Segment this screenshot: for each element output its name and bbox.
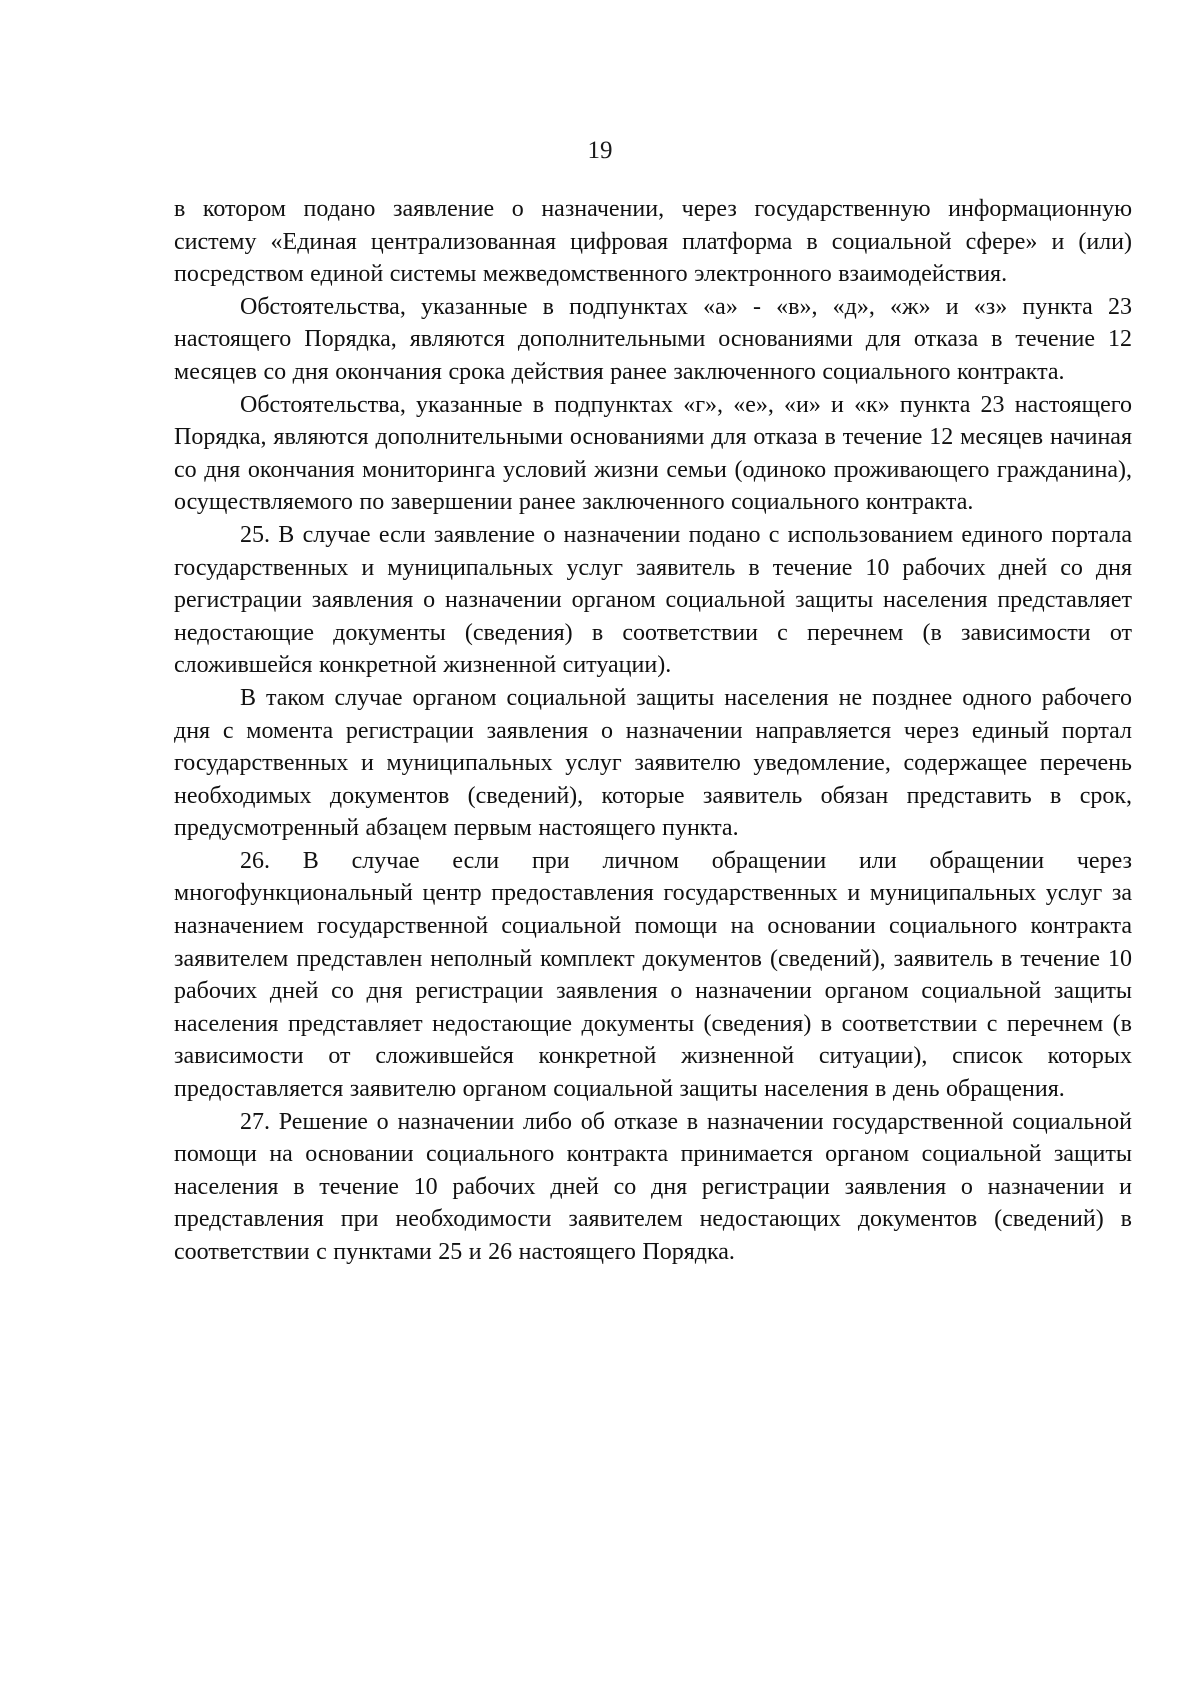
page-number: 19	[587, 137, 613, 164]
paragraph-item-25-notification: В таком случае органом социальной защиты населения не позднее одного рабочего дня с момента регистрации заявления о назначении направляется через единый портал государственных и муниципальных услуг заявителю уведомление, содержащее перечень необходимых документов (сведений), которые заявитель обязан представить в срок, предусмотренный абзацем первым настоящего пункта.	[174, 684, 1132, 842]
paragraph-item-27: 27. Решение о назначении либо об отказе в назначении государственной социальной помощи на основании социального контракта принимается органом социальной защиты населения в течение 10 рабочих дней со дня регистрации заявления о назначении и представления при необходимости заявителем недостающих документов (сведений) в соответствии с пунктами 25 и 26 настоящего Порядка.	[174, 1108, 1132, 1265]
paragraph-circumstances-abvdzhz: Обстоятельства, указанные в подпунктах «а» - «в», «д», «ж» и «з» пункта 23 настоящего Порядка, являются дополнительными основаниями для отказа в течение 12 месяцев со дня окончания срока действия ранее заключенного социального контракта.	[174, 293, 1132, 385]
paragraph-continuation: в котором подано заявление о назначении, через государственную информационную систему «Единая централизованная цифровая платформа в социальной сфере» и (или) посредством единой системы межведомственного электронного взаимодействия.	[174, 196, 1132, 288]
paragraph-circumstances-geik: Обстоятельства, указанные в подпунктах «г», «е», «и» и «к» пункта 23 настоящего Порядка, являются дополнительными основаниями для отказа в течение 12 месяцев начиная со дня окончания мониторинга условий жизни семьи (одиноко проживающего гражданина), осуществляемого по завершении ранее заключенного социального контракта.	[174, 391, 1132, 516]
paragraph-item-25: 25. В случае если заявление о назначении подано с использованием единого портала государственных и муниципальных услуг заявитель в течение 10 рабочих дней со дня регистрации заявления о назначении органом социальной защиты населения представляет недостающие документы (сведения) в соответствии с перечнем (в зависимости от сложившейся конкретной жизненной ситуации).	[174, 521, 1132, 679]
paragraph-item-26: 26. В случае если при личном обращении или обращении через многофункциональный центр предоставления государственных и муниципальных услуг за назначением государственной социальной помощи на основании социального контракта заявителем представлен неполный комплект документов (сведений), заявитель в течение 10 рабочих дней со дня регистрации заявления о назначении органом социальной защиты населения представляет недостающие документы (сведения) в соответствии с перечнем (в зависимости от сложившейся конкретной жизненной ситуации), список которых предоставляется заявителю органом социальной защиты населения в день обращения.	[174, 847, 1132, 1103]
document-body	[174, 193, 1132, 1269]
